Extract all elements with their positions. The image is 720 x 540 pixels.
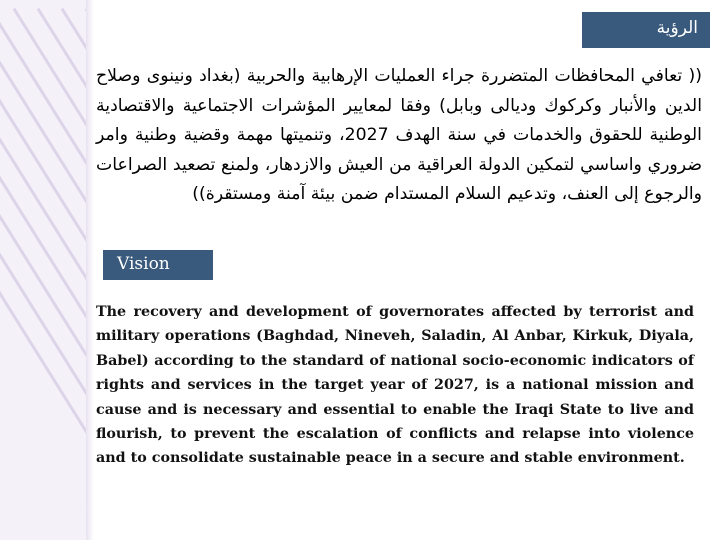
decorative-band-edge xyxy=(86,0,94,540)
english-vision-paragraph: The recovery and development of governorates affected by terrorist and military operations (Baghdad, Nineveh, Saladin, Al Anbar, Kirkuk, Diyala, Babel) according to the standard of national socio-economic indicators of rights and services in the target year of 2027, is a national mission and cause and is necessary and essential to enable the Iraqi State to live and flourish, to prevent the escalation of conflicts and relapse into violence and to consolidate sustainable peace in a secure and stable environment. xyxy=(96,304,694,467)
arabic-section-title: الرؤية xyxy=(582,12,710,48)
english-section-title: Vision xyxy=(103,250,213,280)
decorative-side-band xyxy=(0,0,88,540)
arabic-vision-paragraph: (( تعافي المحافظات المتضررة جراء العمليات الإرهابية والحربية (بغداد ونينوى وصلاح الدين والأنبار وكركوك وديالى وبابل) وفقا لمعايير المؤشرات الاجتماعية والاقتصادية الوطنية للحقوق والخدمات في سنة الهدف 2027، وتنميتها مهمة وقضية وطنية وامر ضروري واساسي لتمكين الدولة العراقية من العيش والازدهار، ولمنع تصعيد الصراعات والرجوع إلى العنف، وتدعيم السلام المستدام ضمن بيئة آمنة ومستقرة)) xyxy=(96,66,702,205)
